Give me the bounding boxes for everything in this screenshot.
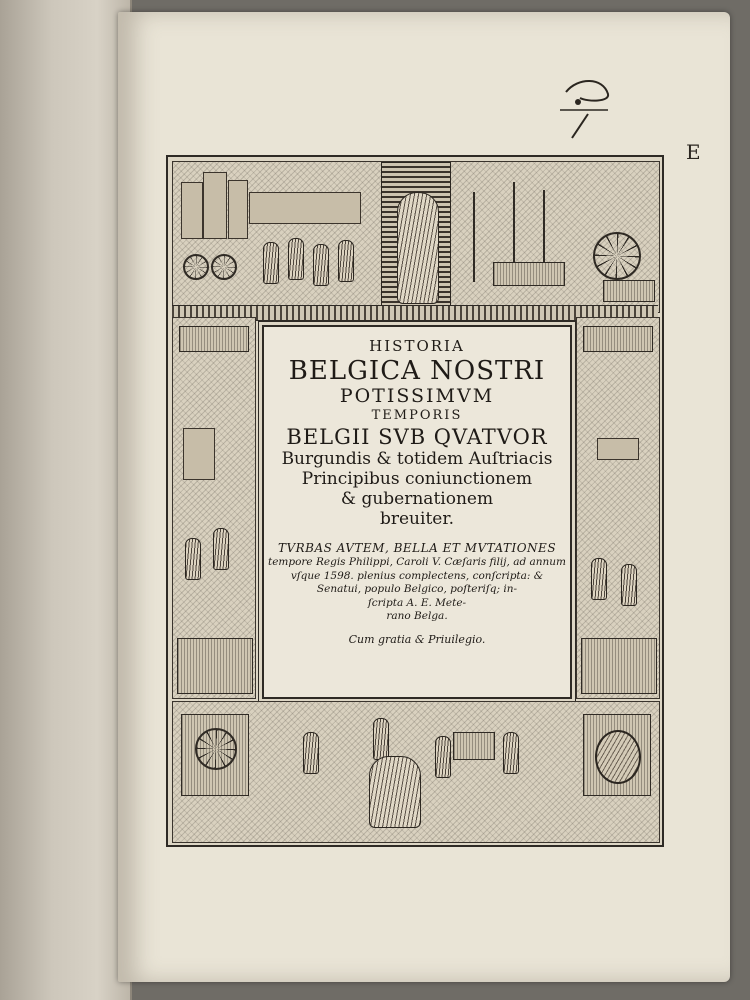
barrels — [603, 280, 655, 302]
engraved-title-frame — [166, 155, 664, 847]
manuscript-corner-letter: E — [686, 140, 701, 164]
title-cartouche — [262, 325, 572, 699]
enthroned-belgica-figure — [397, 192, 439, 304]
title-line-historia: HISTORIA — [369, 337, 465, 355]
drum-icon — [195, 728, 237, 770]
treadwheel-crane — [593, 232, 641, 280]
castle-tower — [228, 180, 248, 239]
right-pillar-camp-scene — [576, 317, 660, 699]
engraved-soldier — [185, 538, 201, 580]
title-line-belgica-nostri: BELGICA NOSTRI — [288, 356, 546, 386]
subtitle-line-senatui: Senatui, populo Belgico, poſteriſq; in- — [316, 583, 518, 595]
engraved-figure — [288, 238, 304, 280]
castle-tower — [181, 182, 203, 239]
pillar-capital — [179, 326, 249, 352]
bottom-engraved-scene — [172, 701, 660, 843]
engraved-figure — [313, 244, 329, 286]
title-line-breuiter: breuiter. — [379, 509, 454, 529]
burning-city — [183, 428, 215, 480]
title-line-principibus: Principibus coniunctionem — [301, 469, 533, 489]
seated-belgica-figure — [369, 756, 421, 828]
engraved-figure — [263, 242, 279, 284]
engraved-soldier — [591, 558, 607, 600]
barrel — [453, 732, 495, 760]
pillar-base — [177, 638, 253, 694]
shield-icon — [595, 730, 641, 784]
ship-mast — [473, 192, 475, 282]
subtitle-line-turbas: TVRBAS AVTEM, BELLA ET MVTATIONES — [277, 541, 557, 555]
engraved-soldier — [373, 718, 389, 760]
title-line-potissimum: POTISSIMVM — [339, 385, 495, 407]
subtitle-line-tempore: tempore Regis Philippi, Caroli V. Cæſaris filij, ad annum — [267, 556, 567, 568]
top-engraved-scene — [172, 161, 660, 313]
castle-tower — [203, 172, 227, 239]
subtitle-line-rano-belga: rano Belga. — [386, 610, 448, 622]
title-page — [118, 12, 730, 982]
ship-hull — [493, 262, 565, 286]
title-line-temporis: TEMPORIS — [371, 408, 463, 423]
cart-wheel — [183, 254, 209, 280]
engraved-figure — [338, 240, 354, 282]
privilege-line: Cum gratia & Priuilegio. — [348, 632, 486, 646]
book-spine-left-page — [0, 0, 132, 1000]
engraved-soldier — [303, 732, 319, 774]
pillar-capital — [583, 326, 653, 352]
engraved-soldier — [621, 564, 637, 606]
subtitle-line-usque: vſque 1598. plenius complectens, conſcripta: & — [290, 569, 544, 582]
city-wall — [249, 192, 361, 224]
manuscript-pen-mark — [558, 72, 618, 142]
engraved-soldier — [503, 732, 519, 774]
title-line-belgii-sub-quatuor: BELGII SVB QVATVOR — [286, 425, 548, 449]
left-pillar-battle-scene — [172, 317, 256, 699]
cart-wheel — [211, 254, 237, 280]
subtitle-line-scripta: ſcripta A. E. Mete- — [367, 596, 467, 609]
title-line-burgundis: Burgundis & totidem Auſtriacis — [281, 449, 553, 469]
pillar-base — [581, 638, 657, 694]
engraved-soldier — [213, 528, 229, 570]
engraved-soldier — [435, 736, 451, 778]
title-line-gubernationem: & gubernationem — [340, 489, 494, 509]
distant-fort — [597, 438, 639, 460]
